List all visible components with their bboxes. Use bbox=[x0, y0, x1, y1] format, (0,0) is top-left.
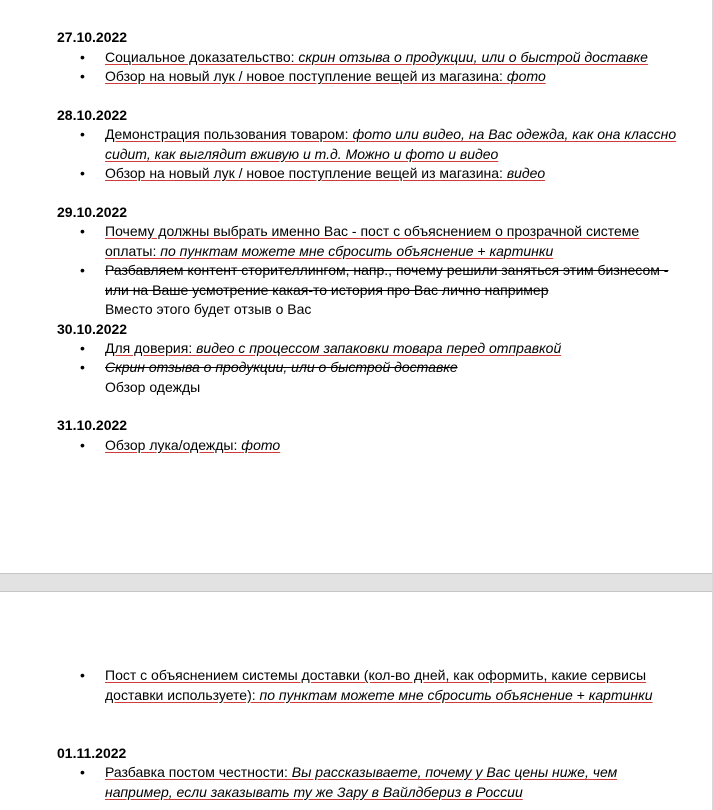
bullet: • bbox=[80, 49, 85, 65]
bullet: • bbox=[80, 68, 85, 84]
bullet: • bbox=[80, 437, 85, 453]
bullet: • bbox=[80, 165, 85, 181]
item-text: Для доверия: видео с процессом запаковки товара перед отправкой bbox=[105, 340, 562, 356]
page-break bbox=[0, 573, 714, 592]
bullet: • bbox=[80, 667, 85, 683]
section-date: 27.10.2022 bbox=[57, 29, 128, 45]
bullet: • bbox=[80, 359, 85, 375]
section-date: 30.10.2022 bbox=[57, 321, 128, 337]
replacement-note: Обзор одежды bbox=[105, 379, 201, 395]
section-date: 28.10.2022 bbox=[57, 107, 128, 123]
bullet: • bbox=[80, 764, 85, 780]
item-text: Разбавка постом честности: Вы рассказываете, почему у Вас цены ниже, чем например, если заказывать ту же Зару в Вайлдбериз в России bbox=[105, 764, 618, 800]
item-text: Разбавляем контент сторителлингом, напр., почему решили заняться этим бизнесом - или на Ваше усмотрение какая-то история про Вас лично например bbox=[105, 262, 669, 298]
document-page-2 bbox=[0, 592, 714, 810]
section-date: 29.10.2022 bbox=[57, 204, 128, 220]
item-text: Скрин отзыва о продукции, или о быстрой доставке bbox=[105, 359, 458, 375]
bullet: • bbox=[80, 126, 85, 142]
item-text: Обзор на новый лук / новое поступление вещей из магазина: видео bbox=[105, 165, 546, 181]
replacement-note: Вместо этого будет отзыв о Вас bbox=[105, 301, 312, 317]
bullet: • bbox=[80, 262, 85, 278]
section-date: 01.11.2022 bbox=[57, 745, 127, 761]
item-text: Обзор лука/одежды: фото bbox=[105, 437, 281, 453]
item-text: Пост с объяснением системы доставки (кол-во дней, как оформить, какие сервисы доставки используете): по пунктам можете мне сбросить объяснение + картинки bbox=[105, 667, 653, 703]
section-date: 31.10.2022 bbox=[57, 417, 128, 433]
bullet: • bbox=[80, 340, 85, 356]
item-text: Демонстрация пользования товаром: фото или видео, на Вас одежда, как она классно сидит, как выглядит вживую и т.д. Можно и фото и видео bbox=[105, 126, 677, 162]
item-text: Почему должны выбрать именно Вас - пост с объяснением о прозрачной системе оплаты: по пунктам можете мне сбросить объяснение + картинки bbox=[105, 223, 640, 259]
bullet: • bbox=[80, 223, 85, 239]
item-text: Социальное доказательство: скрин отзыва о продукции, или о быстрой доставке bbox=[105, 49, 648, 65]
item-text: Обзор на новый лук / новое поступление вещей из магазина: фото bbox=[105, 68, 546, 84]
